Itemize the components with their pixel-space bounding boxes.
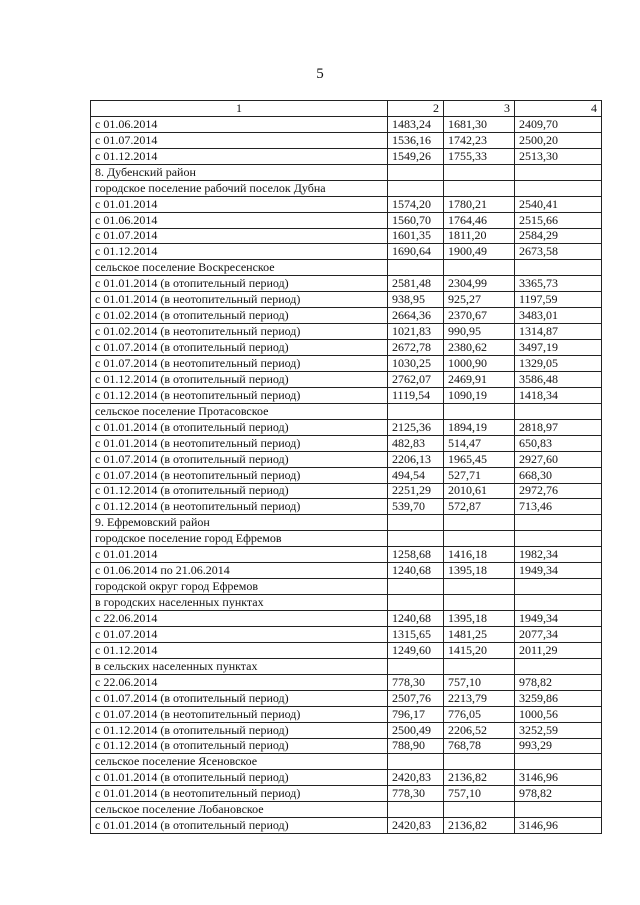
table-row	[91, 786, 602, 802]
row-label-cell: с 01.07.2014 (в неотопительный период)	[91, 356, 388, 372]
value-cell: 1249,60	[388, 642, 444, 658]
value-cell: 1315,65	[388, 626, 444, 642]
table-row	[91, 148, 602, 164]
value-cell: 1395,18	[444, 611, 515, 627]
row-label-cell: городское поселение рабочий поселок Дубна	[91, 180, 388, 196]
table-row	[91, 738, 602, 754]
value-cell: 1965,45	[444, 451, 515, 467]
value-cell: 2206,52	[444, 722, 515, 738]
value-cell	[388, 164, 444, 180]
value-cell	[388, 595, 444, 611]
value-cell: 1811,20	[444, 228, 515, 244]
value-cell: 2409,70	[515, 116, 602, 132]
value-cell: 788,90	[388, 738, 444, 754]
value-cell: 1982,34	[515, 547, 602, 563]
table-row	[91, 531, 602, 547]
value-cell: 1681,30	[444, 116, 515, 132]
table-row	[91, 308, 602, 324]
value-cell: 482,83	[388, 435, 444, 451]
row-label-cell: в сельских населенных пунктах	[91, 658, 388, 674]
row-label-cell: с 01.12.2014 (в неотопительный период)	[91, 387, 388, 403]
value-cell: 1258,68	[388, 547, 444, 563]
row-label-cell: с 01.12.2014 (в неотопительный период)	[91, 499, 388, 515]
table-row	[91, 579, 602, 595]
value-cell	[444, 531, 515, 547]
row-label-cell: с 01.01.2014 (в неотопительный период)	[91, 292, 388, 308]
table-body	[91, 116, 602, 833]
value-cell: 1601,35	[388, 228, 444, 244]
value-cell	[388, 531, 444, 547]
table-row	[91, 563, 602, 579]
table-row	[91, 435, 602, 451]
value-cell	[388, 754, 444, 770]
row-label-cell: с 01.01.2014 (в отопительный период)	[91, 818, 388, 834]
row-label-cell: с 01.02.2014 (в отопительный период)	[91, 308, 388, 324]
table-row	[91, 260, 602, 276]
row-label-cell: с 22.06.2014	[91, 674, 388, 690]
value-cell	[444, 754, 515, 770]
table-row	[91, 403, 602, 419]
row-label-cell: с 01.12.2014	[91, 148, 388, 164]
row-label-cell: с 01.01.2014	[91, 547, 388, 563]
table-row	[91, 467, 602, 483]
value-cell	[515, 403, 602, 419]
value-cell: 668,30	[515, 467, 602, 483]
value-cell: 1415,20	[444, 642, 515, 658]
value-cell: 1949,34	[515, 563, 602, 579]
page-number: 5	[316, 66, 324, 82]
value-cell: 2584,29	[515, 228, 602, 244]
value-cell: 2818,97	[515, 419, 602, 435]
value-cell: 2213,79	[444, 690, 515, 706]
value-cell: 2972,76	[515, 483, 602, 499]
table-row	[91, 818, 602, 834]
row-label-cell: 9. Ефремовский район	[91, 515, 388, 531]
table-row	[91, 674, 602, 690]
value-cell: 2010,61	[444, 483, 515, 499]
row-label-cell: с 01.07.2014 (в отопительный период)	[91, 451, 388, 467]
row-label-cell: с 01.12.2014 (в отопительный период)	[91, 738, 388, 754]
value-cell: 1240,68	[388, 611, 444, 627]
row-label-cell: городской округ город Ефремов	[91, 579, 388, 595]
value-cell: 778,30	[388, 674, 444, 690]
value-cell: 925,27	[444, 292, 515, 308]
table-row	[91, 244, 602, 260]
value-cell: 1742,23	[444, 132, 515, 148]
value-cell: 1314,87	[515, 324, 602, 340]
header-cell: 2	[388, 101, 444, 117]
value-cell	[444, 403, 515, 419]
value-cell	[444, 260, 515, 276]
table-row	[91, 292, 602, 308]
table-row	[91, 483, 602, 499]
table-row	[91, 228, 602, 244]
value-cell	[388, 260, 444, 276]
value-cell: 527,71	[444, 467, 515, 483]
row-label-cell: с 01.07.2014	[91, 132, 388, 148]
value-cell	[515, 579, 602, 595]
table-row	[91, 340, 602, 356]
value-cell: 1900,49	[444, 244, 515, 260]
table-row	[91, 451, 602, 467]
value-cell: 1574,20	[388, 196, 444, 212]
value-cell: 2664,36	[388, 308, 444, 324]
value-cell: 2125,36	[388, 419, 444, 435]
value-cell: 3259,86	[515, 690, 602, 706]
table-row	[91, 706, 602, 722]
value-cell: 1240,68	[388, 563, 444, 579]
value-cell: 978,82	[515, 674, 602, 690]
value-cell: 2370,67	[444, 308, 515, 324]
value-cell	[444, 802, 515, 818]
value-cell	[515, 595, 602, 611]
value-cell: 757,10	[444, 674, 515, 690]
value-cell: 1481,25	[444, 626, 515, 642]
value-cell: 2515,66	[515, 212, 602, 228]
value-cell: 1021,83	[388, 324, 444, 340]
table-row	[91, 626, 602, 642]
value-cell: 1395,18	[444, 563, 515, 579]
value-cell: 2136,82	[444, 818, 515, 834]
table-row	[91, 770, 602, 786]
value-cell	[515, 658, 602, 674]
value-cell: 2762,07	[388, 371, 444, 387]
table-row	[91, 196, 602, 212]
value-cell: 494,54	[388, 467, 444, 483]
table-row	[91, 642, 602, 658]
value-cell: 1536,16	[388, 132, 444, 148]
row-label-cell: с 01.07.2014 (в неотопительный период)	[91, 467, 388, 483]
value-cell: 2420,83	[388, 818, 444, 834]
value-cell: 938,95	[388, 292, 444, 308]
table-row	[91, 499, 602, 515]
value-cell: 778,30	[388, 786, 444, 802]
value-cell: 3497,19	[515, 340, 602, 356]
value-cell: 990,95	[444, 324, 515, 340]
value-cell: 1949,34	[515, 611, 602, 627]
row-label-cell: с 01.07.2014 (в отопительный период)	[91, 340, 388, 356]
value-cell: 796,17	[388, 706, 444, 722]
row-label-cell: с 01.12.2014 (в отопительный период)	[91, 371, 388, 387]
value-cell: 3483,01	[515, 308, 602, 324]
row-label-cell: сельское поселение Протасовское	[91, 403, 388, 419]
row-label-cell: с 01.01.2014	[91, 196, 388, 212]
value-cell: 1090,19	[444, 387, 515, 403]
table-row	[91, 419, 602, 435]
value-cell: 1197,59	[515, 292, 602, 308]
value-cell: 3146,96	[515, 770, 602, 786]
row-label-cell: с 01.07.2014 (в неотопительный период)	[91, 706, 388, 722]
table-row	[91, 595, 602, 611]
row-label-cell: с 01.07.2014	[91, 626, 388, 642]
row-label-cell: с 01.12.2014	[91, 642, 388, 658]
value-cell: 2304,99	[444, 276, 515, 292]
value-cell: 713,46	[515, 499, 602, 515]
value-cell	[444, 515, 515, 531]
tariff-table	[90, 100, 602, 834]
value-cell: 3146,96	[515, 818, 602, 834]
value-cell: 993,29	[515, 738, 602, 754]
value-cell	[388, 658, 444, 674]
value-cell: 3586,48	[515, 371, 602, 387]
value-cell	[388, 802, 444, 818]
table-row	[91, 754, 602, 770]
row-label-cell: с 01.02.2014 (в неотопительный период)	[91, 324, 388, 340]
row-label-cell: в городских населенных пунктах	[91, 595, 388, 611]
value-cell	[444, 180, 515, 196]
value-cell	[444, 164, 515, 180]
table-row	[91, 690, 602, 706]
value-cell: 1416,18	[444, 547, 515, 563]
value-cell: 2540,41	[515, 196, 602, 212]
table-row	[91, 387, 602, 403]
value-cell: 2500,20	[515, 132, 602, 148]
value-cell	[444, 595, 515, 611]
value-cell	[515, 260, 602, 276]
row-label-cell: с 01.12.2014 (в отопительный период)	[91, 483, 388, 499]
value-cell: 650,83	[515, 435, 602, 451]
value-cell	[515, 515, 602, 531]
value-cell	[444, 579, 515, 595]
row-label-cell: с 01.06.2014	[91, 116, 388, 132]
value-cell: 2927,60	[515, 451, 602, 467]
table-row	[91, 611, 602, 627]
value-cell: 1755,33	[444, 148, 515, 164]
value-cell: 2673,58	[515, 244, 602, 260]
table-row	[91, 515, 602, 531]
table-row	[91, 164, 602, 180]
row-label-cell: с 01.01.2014 (в отопительный период)	[91, 276, 388, 292]
table-row	[91, 371, 602, 387]
value-cell: 1690,64	[388, 244, 444, 260]
value-cell	[515, 531, 602, 547]
value-cell: 2507,76	[388, 690, 444, 706]
table-row	[91, 802, 602, 818]
value-cell: 978,82	[515, 786, 602, 802]
value-cell: 2420,83	[388, 770, 444, 786]
row-label-cell: с 01.01.2014 (в неотопительный период)	[91, 786, 388, 802]
value-cell: 3365,73	[515, 276, 602, 292]
value-cell	[515, 180, 602, 196]
table-row	[91, 324, 602, 340]
table-row	[91, 658, 602, 674]
value-cell: 539,70	[388, 499, 444, 515]
header-cell: 4	[515, 101, 602, 117]
value-cell: 572,87	[444, 499, 515, 515]
value-cell: 1549,26	[388, 148, 444, 164]
row-label-cell: сельское поселение Лобановское	[91, 802, 388, 818]
value-cell: 1780,21	[444, 196, 515, 212]
value-cell: 1418,34	[515, 387, 602, 403]
value-cell: 2513,30	[515, 148, 602, 164]
value-cell	[515, 802, 602, 818]
value-cell: 1000,56	[515, 706, 602, 722]
row-label-cell: сельское поселение Ясеновское	[91, 754, 388, 770]
value-cell: 776,05	[444, 706, 515, 722]
value-cell: 2251,29	[388, 483, 444, 499]
value-cell: 1329,05	[515, 356, 602, 372]
value-cell: 1119,54	[388, 387, 444, 403]
value-cell	[388, 180, 444, 196]
value-cell: 2136,82	[444, 770, 515, 786]
table-row	[91, 180, 602, 196]
value-cell: 2672,78	[388, 340, 444, 356]
table-row	[91, 132, 602, 148]
row-label-cell: с 01.01.2014 (в отопительный период)	[91, 770, 388, 786]
value-cell: 1560,70	[388, 212, 444, 228]
row-label-cell: с 01.12.2014 (в отопительный период)	[91, 722, 388, 738]
value-cell: 1483,24	[388, 116, 444, 132]
row-label-cell: с 01.06.2014	[91, 212, 388, 228]
table-row	[91, 547, 602, 563]
table-row	[91, 116, 602, 132]
header-cell: 1	[91, 101, 388, 117]
row-label-cell: с 01.01.2014 (в отопительный период)	[91, 419, 388, 435]
table-row	[91, 276, 602, 292]
row-label-cell: 8. Дубенский район	[91, 164, 388, 180]
value-cell: 2077,34	[515, 626, 602, 642]
value-cell: 768,78	[444, 738, 515, 754]
value-cell: 1894,19	[444, 419, 515, 435]
value-cell: 2206,13	[388, 451, 444, 467]
table-row	[91, 356, 602, 372]
row-label-cell: с 01.07.2014 (в отопительный период)	[91, 690, 388, 706]
value-cell	[388, 403, 444, 419]
value-cell: 757,10	[444, 786, 515, 802]
value-cell: 2581,48	[388, 276, 444, 292]
value-cell: 514,47	[444, 435, 515, 451]
value-cell	[515, 754, 602, 770]
value-cell: 2500,49	[388, 722, 444, 738]
table-row	[91, 212, 602, 228]
header-cell: 3	[444, 101, 515, 117]
row-label-cell: городское поселение город Ефремов	[91, 531, 388, 547]
value-cell: 2380,62	[444, 340, 515, 356]
row-label-cell: с 01.12.2014	[91, 244, 388, 260]
value-cell: 3252,59	[515, 722, 602, 738]
value-cell	[444, 658, 515, 674]
table-header-row	[91, 101, 602, 117]
value-cell: 1764,46	[444, 212, 515, 228]
value-cell: 1000,90	[444, 356, 515, 372]
value-cell: 1030,25	[388, 356, 444, 372]
value-cell: 2469,91	[444, 371, 515, 387]
row-label-cell: сельское поселение Воскресенское	[91, 260, 388, 276]
value-cell: 2011,29	[515, 642, 602, 658]
value-cell	[388, 515, 444, 531]
value-cell	[388, 579, 444, 595]
row-label-cell: с 01.07.2014	[91, 228, 388, 244]
table-row	[91, 722, 602, 738]
row-label-cell: с 01.01.2014 (в неотопительный период)	[91, 435, 388, 451]
row-label-cell: с 01.06.2014 по 21.06.2014	[91, 563, 388, 579]
value-cell	[515, 164, 602, 180]
row-label-cell: с 22.06.2014	[91, 611, 388, 627]
